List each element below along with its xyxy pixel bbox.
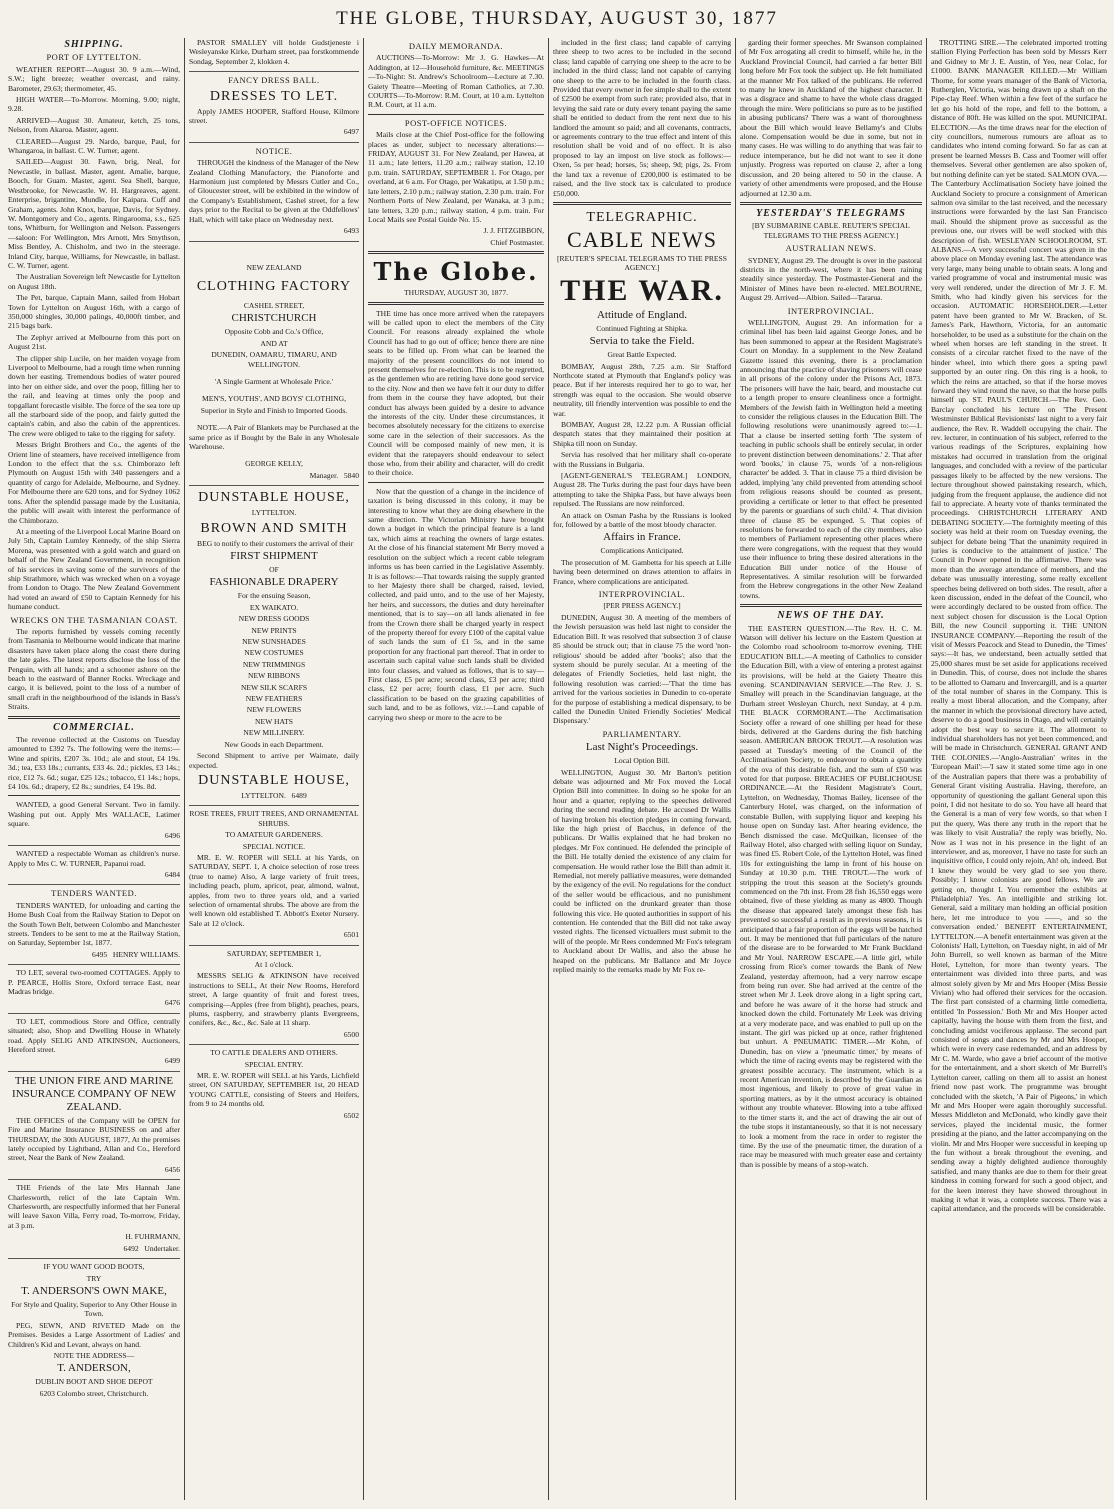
ad-number: 6495: [92, 949, 108, 959]
ad-text: CASHEL STREET,: [243, 300, 305, 310]
ad-number: 6497: [343, 127, 359, 137]
wrecks-para: The reports furnished by vessels coming recently from Tasmania to Melbourne would indicate that marine disasters have taken place along the coast there during the late gales. The latest reports disclose the loss of the Penguin, with all hands; and a schooner ashore on the beach to the eastward of Banner Rocks. Wreckage and cargo, it is believed, point to the loss of a number of small craft in the neighbourhood of the islands in Bass's Straits.: [8, 626, 180, 712]
ad-heading: FIRST SHIPMENT: [230, 550, 318, 562]
ad-heading: SATURDAY, SEPTEMBER 1,: [226, 948, 322, 958]
clothing-factory-ad: [189, 245, 359, 487]
france-para: The prosecution of M. Gambetta for his speech at Lille having been determined on draws attention to affairs in France, where complications are anticipated.: [553, 557, 731, 586]
ad-number: 6499: [164, 1056, 180, 1066]
news-continuation: TROTTING SIRE.—The celebrated imported trotting stallion Flying Perfection has been sold by Messrs Kerr and Gidney to Mr J. E. Austin, of Yeo, near Colac, for £1000. BANK MANAGER KILLED.—Mr William Thorne, for some years manager of the Bank of Victoria, Rutherglen, Victoria, was being drawn up a shaft on the Pipe-clay Reef. When within a few feet of the surface he let go his hold of the rope, and fell to the bottom, a distance of 80ft. He was killed on the spot. MUNICIPAL ELECTION.—As the time draws near for the election of city councillors, numerous rumours are afloat as to candidates who intend coming forward. So far as can at present be learned Messrs B. Cass and Toomer will offer themselves. Several other gentlemen are also spoken of, but nothing definite can yet be stated. SALMON OVA.—The Canterbury Acclimatisation Society have joined the Auckland Society to procure a consignment of American salmon ova similar to the last received, and the necessary instructions were forwarded by the last San Francisco mail. Should the shipment prove as successful as the previous one, our rivers will be well stocked with this description of fish. WESLEYAN SCHOOLROOM, ST. ALBANS.—A very successful concert was given in the above place on Monday evening last. The attendance was very large, many being unable to obtain seats. A long and varied programme of vocal and instrumental music was very well rendered, under the direction of Mr J. F. M. Smith, who had kindly given his services for the occasion. AUTOMATIC HORSEHOLDER.—Letter patent have been granted to Mr W. Bracken, of St. James's Park, Hawthorn, Victoria, for an automatic horseholder, to be used as a substitute for the chain on the wheel when horses are left standing in the street. It consists of a circular ratchet fixed to the nave of the hinder wheel, into which there goes a spring pawl supported by an outer ring. On this ring is a hook, to which the reins are attached, so that if the horse moves forward they wind round the nave, so that the horse pulls himself up. ST. PAUL'S CHURCH.—The Rev. Geo. Barclay concluded his lecture on 'The Present Westminster Biblical Revisionists' last night to a very fair audience, the Rev. R. Waddell occupying the chair. The rev. lecturer, in continuation of his subject, referred to the various readings of the Scriptures, explaining how mistakes had occurred in translation from the original languages, and concluded with a review of the particular passages likely to be affected by the new versions. The lecture throughout showed painstaking research, which, judging from the frequent applause, the audience did not fail to appreciate. A hearty vote of thanks terminated the proceedings. CHRISTCHURCH LITERARY AND DEBATING SOCIETY.—The fortnightly meeting of this society was held at their room on Tuesday evening, the subject for debate being 'That the unanimity required in juries is conducive to the attainment of justice.' The Council in Power opened in the affirmative. There was more than the average attendance of members, and the debate was unusually interesting, some really excellent speeches being delivered on both sides. The result, after a keen discussion, ended in the defeat of the Council, who were accordingly declared to be ousted from office. The next subject chosen for discussion is the Local Option Bill, the new Council supporting it. THE UNION INSURANCE COMPANY.—Reporting the result of the visit of Messrs Peacock and Stead to Dunedin, the 'Times' says:—It has, we understand, been actually settled that 25,000 shares must be set aside for applications received in Dunedin. This, of course, does not include the shares to be allotted to Oamaru and Invercargill, and is a quarter of the total number of shares in the Company. This is really a most liberal allocation, and the Company, after the manner in which the provisional directory have acted, deserve to do a good business in Otago, and will certainly adopt the best way to secure it. The allotment to individual shareholders has not yet been commenced, and will be made in Christchurch. GENERAL GRANT AND THE COLONIES.—'Anglo-Australian' writes in the 'European Mail':—'I saw it stated some time ago in one of the Australian papers that there was a probability of General Grant visiting Australia. Having, therefore, an opportunity of questioning the gallant General upon this point, I did not hesitate to do so. You have all heard that the General is a man of very few words, so that when I put the query, Was there any truth in the report that he was likely to visit Australia? the reply was briefly, No. Now as I was not in his presence in the light of an interviewer, and as, moreover, I have no taste for such an inquisitive office, I could only rejoin, Ah! oh, indeed. But I knew they would be very glad to see you there. Possibly; I know colonists are good fellows. We are getting on, thought I. You remember the exhibits at Philadelphia? Yes. An intelligible and striking lot. General, said a military man holding an official position here, let me introduce to you ——, and so the conversation ended.' BENEFIT ENTERTAINMENT, LYTTELTON.—A benefit entertainment was given at the Colonists' Hall, Lyttelton, on Tuesday night, in aid of Mr John Burrell, so well known as barman of the Mitre Hotel, Lyttelton, for more than twenty years. The entertainment was divided into three parts, and was almost solely given by Mr and Mrs Hooper (Miss Bessie Vivian) who had offered their services for the occasion. The first part consisted of a charming little comedietta, entitled 'In Possession.' Both Mr and Mrs Hooper acted capitally, having the house with them from the first, and concluding amidst vociferous applause. The second part consisted of songs and dances by Mr and Mrs Hooper, which were in every case redemanded, and an address by Mr C. M. Warde, who gave a brief account of the motive for the entertainment, and a short sketch of Mr Burrell's Lyttelton career, calling on them all to assist an honest friend now past work. The programme was brought concluded with the sketch, 'A Pair of Pigeons,' in which Mr and Mrs Hooper were again thoroughly successful. Messrs Middleton and McDonald, who kindly gave their services, played the incidental music, the former presiding at the piano, and the latter accompanying on the violin. Mr and Mrs Hooper were successful in keeping up the fun without a break throughout the evening, and sending away a highly delighted audience thoroughly satisfied, and many thanks are due to them for their great kindness in coming forward for such a good object, and for the keen interest they have showed throughout in making it what it was, a complete success. There was a capital attendance, and the proceeds will be considerable.: [931, 38, 1107, 1214]
editorial-para: THE time has once more arrived when the ratepayers will be called upon to elect the members of the City Council. For reasons already explained the whole Council has had to go out of office; hence there are nine seats to be filled up. From what can be learned the majority of the present councillors do not intend to present themselves for re-election. This is to be regretted, as the gentlemen who are retiring have done good service to the city. Now and then we have felt it our duty to differ from them in the course they have adopted, but their conduct has always been guided by a desire to advance the interests of the city. Under these circumstances, it becomes absolutely necessary for the citizens to exercise some care in the selection of their successors. As the Council will be composed mainly of new men, it is evident that the ratepayers should endeavour to select those who, from their ability and character, will do credit to their choice.: [368, 308, 544, 478]
boots-ad: [8, 1262, 180, 1398]
ad-text: WANTED a respectable Woman as children's nurse. Apply to Mrs C. W. TURNER, Papanui road.: [8, 849, 180, 868]
fancy-ball-heading: FANCY DRESS BALL.: [228, 75, 320, 86]
column-5: [740, 38, 922, 1500]
ad-text: NEW ZEALAND: [246, 262, 302, 272]
divider: [368, 251, 544, 254]
commercial-para: The revenue collected at the Customs on Tuesday amounted to £392 7s. The following were the items:—Wine and spirits, £207 3s. 10d.; ale and stout, £4 19s. 3d.; tea, £33 18s.; currants, £33 4s. 2d.; pickles, £3 14s.; rice, £12 7s. 6d.; sugar, £25 12s.; tobacco, £1 14s.; hops, £4 10s. 6d.; drapery, £2 8s.; sundries, £4 19s. 8d.: [8, 735, 180, 792]
parliamentary-continuation: garding their former speeches. Mr Swanson complained of Mr Fox arrogating all credit to himself, while he, in the Auckland Provincial Council, had carried a far better Bill long before Mr Fox took the subject up. He felt humiliated at the manner Mr Fox talked of the publicans. He referred to many he knew in Auckland of the highest character. It was a disgrace and shame to have the whole class dragged through the mire. Were politicians so pure as to be justified in abusing publicans? There was a want of thoroughness about the Bill which would leave Bellamy's and Clubs alone. Compensation would be due in some, but not in many cases. He was willing to do anything that was fair to reduce intemperance, but he did not want to see it done unjustly. Progress was reported on clause 2, after a long discussion, and 20 being altered to 50 in the clause. A variety of other amendments were proposed, and the House adjourned at 12.30 a.m.: [740, 38, 922, 198]
ad-text: WANTED, a good General Servant. Two in family. Washing put out. Apply Mrs WALLACE, Latimer square.: [8, 800, 180, 829]
ad-text: Apply JAMES HOOPER, Stafford House, Kilmore street.: [189, 106, 359, 126]
ad-number: 6203: [39, 1388, 55, 1398]
notice-ad: [189, 158, 359, 241]
war-heading: THE WAR.: [560, 273, 724, 307]
war-para: [AGENT-GENERAL'S TELEGRAM.] LONDON, August 28. The Turks during the past four days have been attempting to take the Shipka Pass, but have always been repulsed. The Russians are now reinforced.: [553, 471, 731, 509]
ad-text: LYTTELTON.: [251, 508, 297, 518]
goods-item: NEW SILK SCARFS: [240, 682, 308, 692]
goods-item: NEW FLOWERS: [246, 705, 302, 715]
yesterdays-telegrams-heading: YESTERDAY'S TELEGRAMS: [756, 207, 906, 219]
column-rule: [184, 38, 185, 1500]
ad-text: NOTE THE ADDRESS—: [53, 1350, 135, 1360]
parliamentary-heading: PARLIAMENTARY.: [602, 728, 682, 739]
ad-heading: CHRISTCHURCH: [231, 312, 317, 325]
goods-item: NEW RIBBONS: [248, 671, 300, 681]
divider: [368, 114, 544, 115]
funeral-notice: [8, 1183, 180, 1259]
ad-heading: DUNSTABLE HOUSE,: [198, 490, 350, 506]
tenders-heading: TENDERS WANTED.: [51, 888, 137, 899]
australian-news-heading: AUSTRALIAN NEWS.: [785, 243, 877, 254]
globe-date: THURSDAY, AUGUST 30, 1877.: [403, 288, 509, 298]
dresses-ad: [189, 88, 359, 143]
goods-item: NEW TRIMMINGS: [242, 659, 306, 669]
interprovincial-heading: INTERPROVINCIAL.: [787, 305, 875, 316]
post-office-heading: POST-OFFICE NOTICES.: [404, 117, 508, 128]
to-let-ad: [8, 968, 180, 1014]
shipping-para: The clipper ship Lucile, on her maiden voyage from Liverpool to Melbourne, had a rough time when running down her easting. Tremendous bodies of water poured into her on either side, and over the poop, filling her to the rail, and leaving at times only the poop and topgallant forecastle visible. The force of the sea tore up all the starboard side of the poop, and fairly gutted the captain's cabin, and also the cabin of the apprentices. The crew were obliged to take to the rigging for safety.: [8, 353, 180, 438]
ad-text: SPECIAL NOTICE.: [242, 841, 306, 851]
goods-item: NEW FEATHERS: [245, 694, 303, 704]
ad-signature: HENRY WILLIAMS.: [112, 949, 180, 959]
ad-text: 'A Single Garment at Wholesale Price.': [214, 376, 334, 386]
ad-number: 6489: [291, 790, 307, 800]
ad-number: 6476: [164, 998, 180, 1008]
divider: [740, 604, 922, 607]
ad-heading: THE UNION FIRE AND MARINE INSURANCE COMPANY OF NEW ZEALAND.: [12, 1074, 176, 1113]
ad-text: Opposite Cobb and Co.'s Office,: [224, 327, 324, 337]
column-1: [8, 38, 180, 1500]
ad-number: 6493: [343, 226, 359, 236]
war-para: BOMBAY, August 28, 12.22 p.m. A Russian official despatch states that they maintained their position at Shipka till noon on Sunday.: [553, 419, 731, 448]
ad-number: 6456: [164, 1164, 180, 1174]
war-subheading: Servia to take the Field.: [589, 335, 695, 348]
globe-title: The Globe.: [373, 257, 539, 287]
ad-text: NOTE.—A Pair of Blankets may be Purchased at the same price as if Bought by the Bale in any Wholesale Warehouse.: [189, 423, 359, 451]
goods-item: NEW COSTUMES: [244, 648, 304, 658]
ad-text: TO LET, commodious Store and Office, centrally situated; also, Shop and Dwelling House in Whately road. Apply SELIG AND ATKINSON, Auctioneers, Hereford street.: [8, 1016, 180, 1054]
column-6: [931, 38, 1107, 1500]
france-subheading: Complications Anticipated.: [600, 546, 684, 556]
ad-heading: DRESSES TO LET.: [209, 88, 339, 104]
cable-news-heading: CABLE NEWS: [567, 226, 717, 252]
ad-text: EX WAIKATO.: [249, 602, 299, 612]
ad-text: For Style and Quality, Superior to Any Other House in Town.: [11, 1299, 177, 1319]
telegraphic-heading: TELEGRAPHIC.: [586, 209, 698, 225]
ad-heading: TO CATTLE DEALERS AND OTHERS.: [210, 1048, 338, 1058]
telegrams-subheading: [BY SUBMARINE CABLE. REUTER'S SPECIAL TELEGRAMS TO THE PRESS AGENCY.]: [752, 221, 910, 240]
ad-heading: CLOTHING FACTORY: [196, 278, 352, 294]
notice-heading: NOTICE.: [255, 145, 293, 156]
union-insurance-ad: [8, 1075, 180, 1180]
war-subheading: Attitude of England.: [596, 308, 688, 321]
memoranda-text: AUCTIONS—To-Morrow: Mr J. G. Hawkes—At Addington, at 12—Household furniture, &c. MEETINGS—To-Night: St. Andrew's Schoolroom—Lecture at 7.30. Gaiety Theatre—Meeting of Roman Catholics, at 7.30. COURTS—To-Morrow: R.M. Court, at 10 a.m. Lyttelton R.M. Court, at 11 a.m.: [368, 53, 544, 110]
dunstable-house-ad: [189, 489, 359, 806]
ad-heading: T. ANDERSON,: [57, 1362, 131, 1375]
classified-ad: [8, 849, 180, 885]
goods-item: NEW MILLINERY.: [243, 728, 305, 738]
pastor-notice: [189, 38, 359, 72]
ad-text: MR. E. W. ROPER will SELL at his Yards, Lichfield street, ON SATURDAY, SEPTEMBER 1st, 20 HEAD YOUNG CATTLE, consisting of Steers and Heifers, from 9 to 24 months old.: [189, 1071, 359, 1109]
ad-text: THE OFFICES of the Company will be OPEN for Fire and Marine Insurance BUSINESS on and after THURSDAY, the 30th AUGUST, 1877, At the premises lately occupied by Lightband, Allan and Co., Hereford street, Near the Bank of New Zealand.: [8, 1115, 180, 1163]
column-rule: [735, 38, 736, 1500]
reuter-line: [REUTER'S SPECIAL TELEGRAMS TO THE PRESS AGENCY.]: [557, 253, 727, 273]
divider: [8, 795, 180, 796]
ad-text: TO AMATEUR GARDENERS.: [225, 830, 323, 840]
selig-atkinson-ad: [189, 949, 359, 1046]
shipping-para: The Australian Sovereign left Newcastle for Lyttelton on August 18th.: [8, 272, 180, 291]
divider: [553, 202, 731, 205]
rose-trees-ad: [189, 809, 359, 945]
ad-text: TRY: [86, 1273, 102, 1283]
ad-text: Colombo street, Christchurch.: [56, 1388, 149, 1398]
tenders-ad: [8, 901, 180, 965]
war-subheading: Great Battle Expected.: [607, 350, 677, 360]
column-2: [189, 38, 359, 1500]
goods-item: NEW HATS: [254, 716, 294, 726]
interprovincial-para: WELLINGTON, August 29. An information for a criminal libel has been laid against George Jones, and he has been summoned to appear at the Resident Magistrate's Court on Monday. In a supplement to the New Zealand Gazette issued this evening, there is a proclamation announcing that the practice of shaving prisoners will cease in all prisons of the colony under the Prisons Act, 1873. The prisoners will have the hair, beard, and moustache cut to a length proper to ensure cleanliness once a fortnight. Members of the Jewish faith in Wellington held a meeting to consider the religious clauses in the Education Bill. The following resolutions were unanimously agreed to:—1. That a clause be inserted setting forth 'The system of teaching in public schools shall be entirely secular, in order to prevent distinction between denominations.' 2. That after word 'books,' in clause 75, words 'of a non-religious character' be added. 3. That in clause 75 a third division be added, implying 'any child prevented from attending school from religious reasons should be counted as present, providing a certificate or letter to that effect be presented by the parents or guardians of such child.' 4. That division three of clause 85 be expunged. 5. That copies of resolutions be forwarded to each of the city members, also to members of Parliament representing other places where there were congregations, with the request that they would use their influence to bring these desired alterations in the Education Bill under notice of the House of Representatives. A similar resolution will be forwarded from the Hebrew congregations in the other New Zealand towns.: [740, 317, 922, 600]
ad-text: THROUGH the kindness of the Manager of the New Zealand Clothing Manufactory, the Pianoforte and Harmonium just completed by Messrs Cutler and Co., of Gloucester street, will be exhibited in the window of the Company's Establishment, Cashel street, for a few days prior to the Recital to be given at the Oddfellows' Hall, which will take place on Wednesday next.: [189, 158, 359, 224]
ad-number: 6500: [343, 1029, 359, 1039]
divider: [368, 302, 544, 305]
france-heading: Affairs in France.: [603, 531, 681, 544]
editorial-continuation: included in the first class; land capable of carrying three sheep to two acres to be included in the second class; land capable of carrying one sheep to the acre to be included in the third class; land not capable of carrying one sheep to the acre to be included in the fourth class. Provided that every owner in fee simple shall to the extent of £2500 be exempt from such rate; provided also, that in levying the said rate or duty every tenant paying the same shall be entitled to deduct from the rent next due to his landlord the amount so paid; and all covenants, contracts, or agreements contrary to the true effect and intent of this resolution shall be void and of no effect. It is also proposed to lay an impost on live stock as follows:—Oxen, 5s per head; horses, 5s; sheep, 9d; pigs, 2s. From the land tax a revenue of £200,000 is estimated to be raised, and the live stock tax is calculated to produce £50,000.: [553, 38, 731, 198]
news-of-the-day-heading: NEWS OF THE DAY.: [777, 610, 885, 622]
ad-heading: IF YOU WANT GOOD BOOTS,: [43, 1262, 145, 1272]
ad-number: 6502: [343, 1110, 359, 1120]
classified-ad: [8, 800, 180, 846]
shipping-para: HIGH WATER—To-Morrow. Morning, 9.00; night, 9.28.: [8, 95, 180, 114]
shipping-para: The Pet, barque, Captain Mann, sailed from Hobart Town for Lyttelton on August 16th, with a cargo of 350,000 shingles, 30,000 palings, 40,000ft timber, and 215 bags bark.: [8, 293, 180, 331]
ad-text: New Goods in each Department.: [224, 739, 324, 749]
ad-heading: BROWN AND SMITH: [200, 520, 348, 536]
ad-text: MEN'S, YOUTHS', AND BOYS' CLOTHING,: [201, 394, 347, 404]
ad-text: DUBLIN BOOT AND SHOE DEPOT: [35, 1377, 153, 1387]
press-agency-line: [PER PRESS AGENCY.]: [603, 601, 681, 611]
news-para: THE EASTERN QUESTION.—The Rev. H. C. M. Watson will deliver his lecture on the Eastern Question at the Colombo road schoolroom to-morrow evening. THE EDUCATION BILL.—A meeting of Catholics to consider the Education Bill, with a view of entering a protest against its provisions, will be held at the Gaiety Theatre this evening. SCANDINAVIAN SERVICE.—The Rev. J. S. Smalley will preach in the Scandinavian language, at the Durham street Wesleyan Church, next Sunday, at 4 p.m. THE BLACK CORMORANT.—The Acclimatisation Society offer a reward of one shilling per head for these birds, delivered at the Gardens during the fish hatching season. AMERICAN BROOK TROUT.—A resolution was passed at Tuesday's meeting of the Council of the Acclimatisation Society, to endeavour to obtain a quantity of the ova of this desirable fish, and the sum of £50 was voted for that purpose. BREACHES OF PUBLICHOUSE ORDINANCE.—At the Resident Magistrate's Court, Lyttelton, on Wednesday, Thomas Bailey, licensee of the Canterbury Hotel, was charged, on the information of constable Bullen, with supplying liquor and keeping his house open on Sunday last. After hearing evidence, the Bench dismissed the case. McQuilkan, licensee of the Railway Hotel, also charged with selling liquor on Sunday, was fined £5. Robert Cole, of the Lyttelton Hotel, was fined 10s for extinguishing the lamp in front of his house on Sunday at 10.30 p.m. THE TROUT.—The work of stripping the trout this season at the Society's grounds commenced on the 7th inst. From 28 fish 16,550 eggs were obtained, five of these yielding as many as 4800. Though the disease that appeared lately amongst these fish has prevented so successful a result as in previous seasons, it is anticipated that a fair proportion of the eggs will be hatched out. It may be mentioned that full particulars of the nature of the disease are to be forwarded to Mr Frank Buckland and Mr Youl. NARROW ESCAPE.—A little girl, while crossing from Rice's corner towards the Bank of New Zealand, yesterday afternoon, had a very narrow escape from being run over. She had arrived at the centre of the street when Mr J. Leek drove along in a light spring cart, and before he was aware of it the horse had struck and knocked down the child. Fortunately Mr Leek was driving at a very moderate pace, and was enabled to pull up on the instant. The girl was picked up at once, rather frightened but unhurt. A PNEUMATIC TIMER.—Mr Kohn, of Dunedin, has on view a 'pneumatic timer,' by means of which the time of racing events may be registered with the greatest possible accuracy. The instrument, which is a recent American invention, is described by the Guardian as most ingenious, and likely to prove of great value in sporting matters, as by it the utmost accuracy is obtained without any trouble whatever. Blowing into a tube affixed to the timer starts it, and the act of drawing the air out of the tube stops it instantaneously, so that it is not necessary to look a moment from the race in order to register the time. By the use of the pneumatic timer, the duration of a race may be measured with much greater ease and certainty than is possible by means of a stop-watch.: [740, 623, 922, 1169]
ad-text: PEG, SEWN, AND RIVETED Made on the Premises. Besides a Large Assortment of Ladies' and Children's Kid and Levant, always on hand.: [8, 1320, 180, 1349]
shipping-para: At a meeting of the Liverpool Local Marine Board on July 5th, Captain Lumley Kennedy, of the ship Sierra Morena, was presented with a gold watch and guard on behalf of the New Zealand Government, in recognition of his services in saving some of the survivors of the ship Strathmore, which was wrecked when on a voyage from London to Otago. The New Zealand Government had voted an award of £50 to Captain Kennedy for his humane conduct.: [8, 526, 180, 612]
ad-text: For the ensuing Season,: [237, 591, 311, 601]
australian-news-para: SYDNEY, August 29. The drought is over in the pastoral districts in the north-west, where it has been raining steadily since yesterday. The Postmaster-General and the Minister of Mines have been re-elected. MELBOURNE, August 29. Arrived—Albion. Sailed—Tararua.: [740, 255, 922, 303]
ad-heading: ROSE TREES, FRUIT TREES, AND ORNAMENTAL SHRUBS.: [189, 809, 359, 828]
shipping-para: WEATHER REPORT—August 30. 9 a.m.—Wind, S.W.; light breeze; weather overcast, and rainy. Barometer, 29.63; thermometer, 45.: [8, 64, 180, 93]
ad-text: At 1 o'clock.: [254, 960, 294, 969]
war-para: An attack on Osman Pasha by the Russians is looked for, followed by a battle of the most bloody character.: [553, 510, 731, 530]
ad-text: BEG to notify to their customers the arrival of their: [197, 538, 354, 548]
ad-heading: T. ANDERSON'S OWN MAKE,: [21, 1284, 167, 1297]
parliamentary-subheading: Local Option Bill.: [614, 756, 670, 766]
interprovincial-heading: INTERPROVINCIAL.: [598, 589, 686, 600]
column-4: [553, 38, 731, 1500]
shipping-heading: SHIPPING.: [64, 39, 124, 50]
editorial-para: Now that the question of a change in the incidence of taxation is being discussed in this colony, it may be interesting to know what they are doing elsewhere in the same direction. The Victorian Ministry have brought down a budget in which the principal feature is a land tax, which aims at reaching the owners of large estates. At the close of his financial statement Mr Berry moved a resolution on the subject which a recent cable telegram informs us has been carried in the Legislative Assembly. It is as follows:—That towards raising the supply granted to her Majesty there shall be charged, raised, levied, collected, and paid unto, and to the use of her Majesty, her heirs, and successors, the duties and duty hereinafter mentioned, that is to say—on all lands alienated in fee from the Crown there shall be charged yearly in respect of the property thereof for every £100 of the capital value of such lands the sum of £1 5s, and in the same proportion for any fractional part thereof. That in order to ascertain such capital value such lands shall be divided into four classes, and valued as follows, that is to say—First class, £5 per acre; second class, £3 per acre; third class, £2 per acre; fourth class, £1 per acre. Such classification to be based on the grazing capabilities of such land, and to be as follows, viz.:—Land capable of carrying two sheep or more to the acre to be: [368, 486, 544, 722]
ad-text: Second Shipment to arrive per Waimate, daily expected.: [189, 751, 359, 770]
goods-item: NEW DRESS GOODS: [238, 614, 310, 624]
ad-text: Superior in Style and Finish to Imported Goods.: [200, 405, 348, 415]
shipping-para: The Zephyr arrived at Melbourne from this port on August 21st.: [8, 332, 180, 352]
goods-item: NEW PRINTS: [251, 625, 297, 635]
parliamentary-para: WELLINGTON, August 30. Mr Barton's petition debate was adjourned and Mr Fox moved the Local Option Bill into committee. In doing so he spoke for an hour and a quarter, replying to the speeches delivered during the second reading debate. He accused Dr Wallis of having broken his election pledges in coming forward, like the high priest of Bacchus, in defence of the publicans. Dr Wallis explained that he had broken no pledges. Mr Fox continued. He defended the principle of the Bill. He totally denied the existence of any claim for compensation. He would rather lose the Bill than admit it. Remedial, not merely palliative measures, were demanded by the exigency of the evil. No regulations for the conduct of the seller would be efficacious, and no punishment could be inflicted on the drunkard greater than those following this vice. He quoted authorities in support of his contention. He contended that the Bill did not take away vested rights. The licensed victuallers must submit to the will of the people. Mr Rees condemned Mr Fox's telegram to Auckland about Dr Wallis, and also the abuse he heaped on the publicans. Mr Ballance and Mr Joyce replied mainly to the remarks made by Mr Fox re-: [553, 767, 731, 975]
shipping-para: Messrs Bright Brothers and Co., the agents of the Orient line of steamers, have received intelligence from London to the effect that the s.s. Chimborazo left Plymouth on August 15th with 340 passengers and a quantity of cargo for Adelaide, Melbourne, and Sydney. For Melbourne there are 620 tons, and for Sydney 1062 tons. After the splendid passage made by the Lusitania, the public will await with interest the performance of the Chimborazo.: [8, 440, 180, 525]
ad-text: MR. E. W. ROPER will SELL at his Yards, on SATURDAY, SEPT. 1, A choice selection of rose trees (true to name) Also, A large variety of fruit trees, including peach, plum, apricot, pear, almond, walnut, apples, from two to three years old, and a varied selection of ornamental shrubs. The above are from the well known old established T. Abbott's Exeter Nursery. Sale at 12 o'clock.: [189, 852, 359, 928]
ad-text: PASTOR SMALLEY vill holde Gudstjeneste i Wesleyanske Kirke, Durham street, paa forstkommende Sondag, September 2, klokken 4.: [189, 38, 359, 66]
war-para: Servia has resolved that her military shall co-operate with the Russians in Bulgaria.: [553, 450, 731, 469]
masthead: THE GLOBE, THURSDAY, AUGUST 30, 1877: [336, 8, 778, 29]
to-let-ad: [8, 1017, 180, 1072]
memoranda-heading: DAILY MEMORANDA.: [408, 41, 504, 51]
ad-heading: FASHIONABLE DRAPERY: [209, 576, 339, 589]
post-office-role: Chief Postmaster.: [490, 237, 544, 247]
post-office-text: Mails close at the Chief Post-office for the following places as under, subject to necessary alterations:— FRIDAY, AUGUST 31. For New Zealand, per Hawea, at 11 a.m.; late letters, 11.20 a.m.; railway station, 12.10 p.m. train. SATURDAY, SEPTEMBER 1. For Otago, per overland, at 6 a.m. For Otago, per Wakatipu, at 1.50 p.m.; late letters, 2.10 p.m.; railway station, 2.30 p.m. train. For Northern Ports of New Zealand, per Wanaka, at 3 p.m.; late letters, 3.20 p.m.; railway station, 4 p.m. train. For Local Mails see Postal Guide No. 15.: [368, 130, 544, 224]
cattle-ad: [189, 1048, 359, 1120]
column-rule: [363, 38, 364, 1500]
parliamentary-subheading: Last Night's Proceedings.: [585, 741, 699, 754]
wrecks-heading: WRECKS ON THE TASMANIAN COAST.: [10, 614, 178, 625]
ad-signature: GEORGE KELLY,: [245, 459, 303, 469]
column-rule: [548, 38, 549, 1500]
ad-number: 6501: [343, 930, 359, 940]
ad-role: Manager.: [309, 470, 339, 480]
column-3: [368, 38, 544, 1500]
ad-number: 6492: [123, 1243, 139, 1253]
post-office-signature: J. J. FITZGIBBON,: [483, 226, 544, 236]
divider: [368, 482, 544, 483]
ad-number: 6484: [164, 869, 180, 879]
ad-text: LYTTELTON.: [241, 790, 286, 800]
ad-text: SPECIAL ENTRY.: [244, 1059, 304, 1069]
war-subheading: Continued Fighting at Shipka.: [596, 323, 688, 333]
shipping-para: CLEARED—August 29. Nardo, barque, Paul, for Whangaroa, in ballast. C. W. Turner, agent.: [8, 136, 180, 156]
ad-text: AND AT: [260, 338, 288, 348]
ad-number: 6496: [164, 830, 180, 840]
column-rule: [926, 38, 927, 1500]
ad-text: THE Friends of the late Mrs Hannah Jane Charlesworth, relict of the late Captain Wm. Charlesworth, are respectfully informed that her Funeral will leave Saxon Villa, Ferry road, To-morrow, Friday, at 3 p.m.: [8, 1183, 180, 1230]
ad-text: DUNEDIN, OAMARU, TIMARU, AND WELLINGTON.: [211, 350, 337, 369]
ad-signature: H. FUHRMANN,: [125, 1232, 180, 1242]
interprovincial-para: DUNEDIN, August 30. A meeting of the members of the Jewish persuasion was held last night to consider the Education Bill. It was resolved that subsection 3 of clause 85 should be struck out; that in clause 75 the word 'non-religious' should be added after 'books'; also that the system should be purely secular. At a meeting of the delegates of Friendly Societies, held last night, the following resolution was carried:—'That the time has arrived for the various societies in Dunedin to co-operate for the purpose of establishing a medical dispensary, to be called the Dunedin United Friendly Societies' Medical Dispensary.': [553, 612, 731, 726]
ad-heading: DUNSTABLE HOUSE,: [198, 772, 350, 788]
goods-item: NEW SUNSHADES: [242, 637, 306, 647]
ad-text: TENDERS WANTED, for unloading and carting the Home Bush Coal from the Railway Station to Depot on the South Town Belt, between Colombo and Manchester streets. Tenders to be sent to me at the Railway Station, on Saturday, September 1st, 1877.: [8, 900, 180, 948]
shipping-para: SAILED—August 30. Fawn, brig, Neal, for Newcastle, in ballast. Master, agent. Amalie, barque, Booch, for Guam. Master, agent. Sea Shell, barque, Westbrooke, for Newcastle. W. H. Hargreaves, agent. Enterprise, brigantine, Mundle, for Kaipara. Cuff and Graham, agents. John Knox, barque, Davis, for Sydney. W. Montgomery and Co., agents. Ringarooma, s.s., 625 tons, Whitburn, for Wellington and Nelson. Passengers—saloon: For Wellington, Mrs Arnott, Mrs Smythson, Miss Bentley, A. Chisholm, and two in the steerage. Inland City, barque, Williams, for Newcastle, in ballast. C. W. Turner, agent.: [8, 157, 180, 270]
ad-number: 5840: [343, 470, 359, 480]
divider: [8, 716, 180, 719]
commercial-heading: COMMERCIAL.: [53, 721, 135, 733]
ad-text: OF: [269, 565, 279, 574]
war-para: BOMBAY, August 28th, 7.25 a.m. Sir Stafford Northcote stated at Plymouth that England's policy was peace. But if her interests required her to go to war, her strength was equal to the occasion. She would observe neutrality, till friendly intervention was possible to end the war.: [553, 361, 731, 418]
port-heading: PORT OF LYTTELTON.: [46, 52, 142, 63]
ad-text: MESSRS SELIG & ATKINSON have received instructions to SELL, At their New Rooms, Hereford street, A large quantity of fruit and forest trees, comprising—Apples (free from blight), peaches, pears, plums, raspberry, and strawberry plants Evergreens, conifers, &c., &c., &c. Sale at 11 sharp.: [189, 971, 359, 1028]
shipping-para: ARRIVED—August 30. Amateur, ketch, 25 tons, Nelson, from Akaroa. Master, agent.: [8, 115, 180, 135]
divider: [740, 202, 922, 205]
ad-text: TO LET, several two-roomed COTTAGES. Apply to P. PEARCE, Hollis Store, Oxford terrace East, near Madras bridge.: [8, 968, 180, 996]
ad-role: Undertaker.: [144, 1243, 180, 1253]
